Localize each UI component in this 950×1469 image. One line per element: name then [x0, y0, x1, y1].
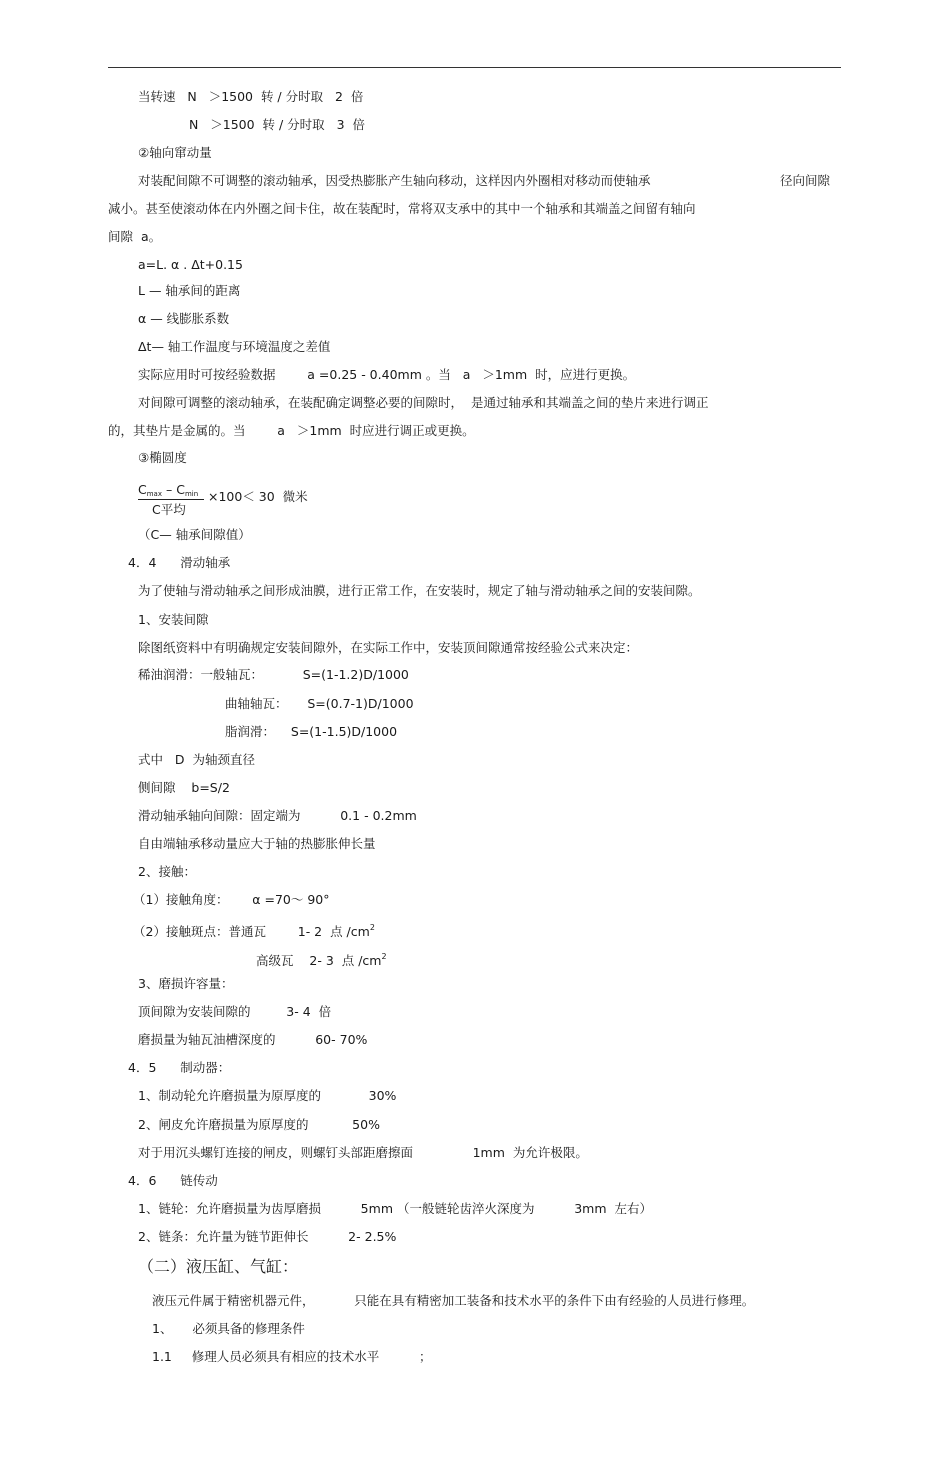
formula-line: 曲轴轴瓦： S=(0.7-1)D/1000	[225, 696, 414, 711]
ellipticity-heading: ③椭圆度	[138, 450, 187, 465]
paragraph-line: 减小。甚至使滚动体在内外圈之间卡住，故在装配时，常将双支承中的其中一个轴承和其端盖之间留有轴向	[108, 201, 696, 216]
definition-line: Δt— 轴工作温度与环境温度之差值	[138, 339, 331, 354]
note-line: （C— 轴承间隙值）	[138, 527, 251, 542]
formula-line: a=L. α . Δt+0.15	[138, 257, 243, 272]
formula-line: 侧间隙 b=S/2	[138, 780, 230, 795]
paragraph-line: 为了使轴与滑动轴承之间形成油膜，进行正常工作，在安装时，规定了轴与滑动轴承之间的安装间隙。	[138, 583, 701, 598]
paragraph-line: 的，其垫片是金属的。当 a ＞1mm 时应进行调正或更换。	[108, 423, 475, 438]
section-heading-4-5: 4．5 制动器：	[128, 1060, 231, 1075]
contact-angle-line: （1）接触角度： α =70～ 90°	[133, 892, 330, 907]
paragraph-line: 对间隙可调整的滚动轴承，在装配确定调整必要的间隙时， 是通过轴承和其端盖之间的垫片来进行调正	[138, 395, 709, 410]
paragraph-line: 顶间隙为安装间隙的 3- 4 倍	[138, 1004, 332, 1019]
paragraph-line: 1、制动轮允许磨损量为原厚度的 30%	[138, 1088, 397, 1103]
fraction-denominator: C平均	[152, 502, 186, 517]
section-heading-4-4: 4．4 滑动轴承	[128, 555, 231, 570]
definition-line: 式中 D 为轴颈直径	[138, 752, 255, 767]
paragraph-line: 2、闸皮允许磨损量为原厚度的 50%	[138, 1117, 380, 1132]
paragraph-line: 实际应用时可按经验数据 a =0.25 - 0.40mm 。当 a ＞1mm 时，应进行更换。	[138, 367, 636, 382]
paragraph-line: 滑动轴承轴向间隙：固定端为 0.1 - 0.2mm	[138, 808, 417, 823]
rotation-speed-line-2: N ＞1500 转 / 分时取 3 倍	[189, 117, 366, 132]
contact-spot-line: 高级瓦 2- 3 点 $/cm^2$	[256, 952, 387, 968]
paragraph-line: 自由端轴承移动量应大于轴的热膨胀伸长量	[138, 836, 376, 851]
paragraph-line: 2、链条：允许量为链节距伸长 2- 2.5%	[138, 1229, 397, 1244]
paragraph-line-tail: 径向间隙	[780, 173, 831, 188]
subheading: 3、磨损许容量：	[138, 976, 234, 991]
section-heading-4-6: 4．6 链传动	[128, 1173, 218, 1188]
paragraph-line: 1、链轮：允许磨损量为齿厚磨损 5mm （一般链轮齿淬火深度为 3mm 左右）	[138, 1201, 652, 1216]
formula-line: 稀油润滑：一般轴瓦： S=(1-1.2)D/1000	[138, 667, 409, 682]
subheading: 2、接触：	[138, 864, 196, 879]
definition-line: α — 线膨胀系数	[138, 311, 230, 326]
subheading: 1、安装间隙	[138, 612, 209, 627]
ellipticity-limit: ×100＜ 30 微米	[208, 489, 308, 504]
paragraph-line: 对装配间隙不可调整的滚动轴承，因受热膨胀产生轴向移动，这样因内外圈相对移动而使轴承	[138, 173, 651, 188]
definition-line: L — 轴承间的距离	[138, 283, 241, 298]
rotation-speed-line-1: 当转速 N ＞1500 转 / 分时取 2 倍	[138, 89, 364, 104]
formula-line: 脂润滑： S=(1-1.5)D/1000	[225, 724, 398, 739]
fraction-numerator: $C_{max} - C_{min}$	[138, 482, 199, 498]
paragraph-line: 间隙 a。	[108, 229, 162, 244]
paragraph-line: 1.1 修理人员必须具有相应的技术水平 ；	[152, 1349, 432, 1364]
axial-play-heading: ②轴向窜动量	[138, 145, 212, 160]
subheading: 1、 必须具备的修理条件	[152, 1321, 305, 1336]
section-heading-hydraulic: （二）液压缸、气缸：	[138, 1257, 299, 1276]
paragraph-line: 液压元件属于精密机器元件， 只能在具有精密加工装备和技术水平的条件下由有经验的人员进行修理。	[152, 1293, 755, 1308]
ellipticity-fraction	[138, 482, 200, 516]
paragraph-line: 对于用沉头螺钉连接的闸皮，则螺钉头部距磨擦面 1mm 为允许极限。	[138, 1145, 588, 1160]
header-rule	[108, 67, 841, 68]
contact-spot-line: （2）接触斑点：普通瓦 1- 2 点 $/cm^2$	[133, 923, 375, 939]
paragraph-line: 除图纸资料中有明确规定安装间隙外，在实际工作中，安装顶间隙通常按经验公式来决定：	[138, 640, 639, 655]
paragraph-line: 磨损量为轴瓦油槽深度的 60- 70%	[138, 1032, 368, 1047]
